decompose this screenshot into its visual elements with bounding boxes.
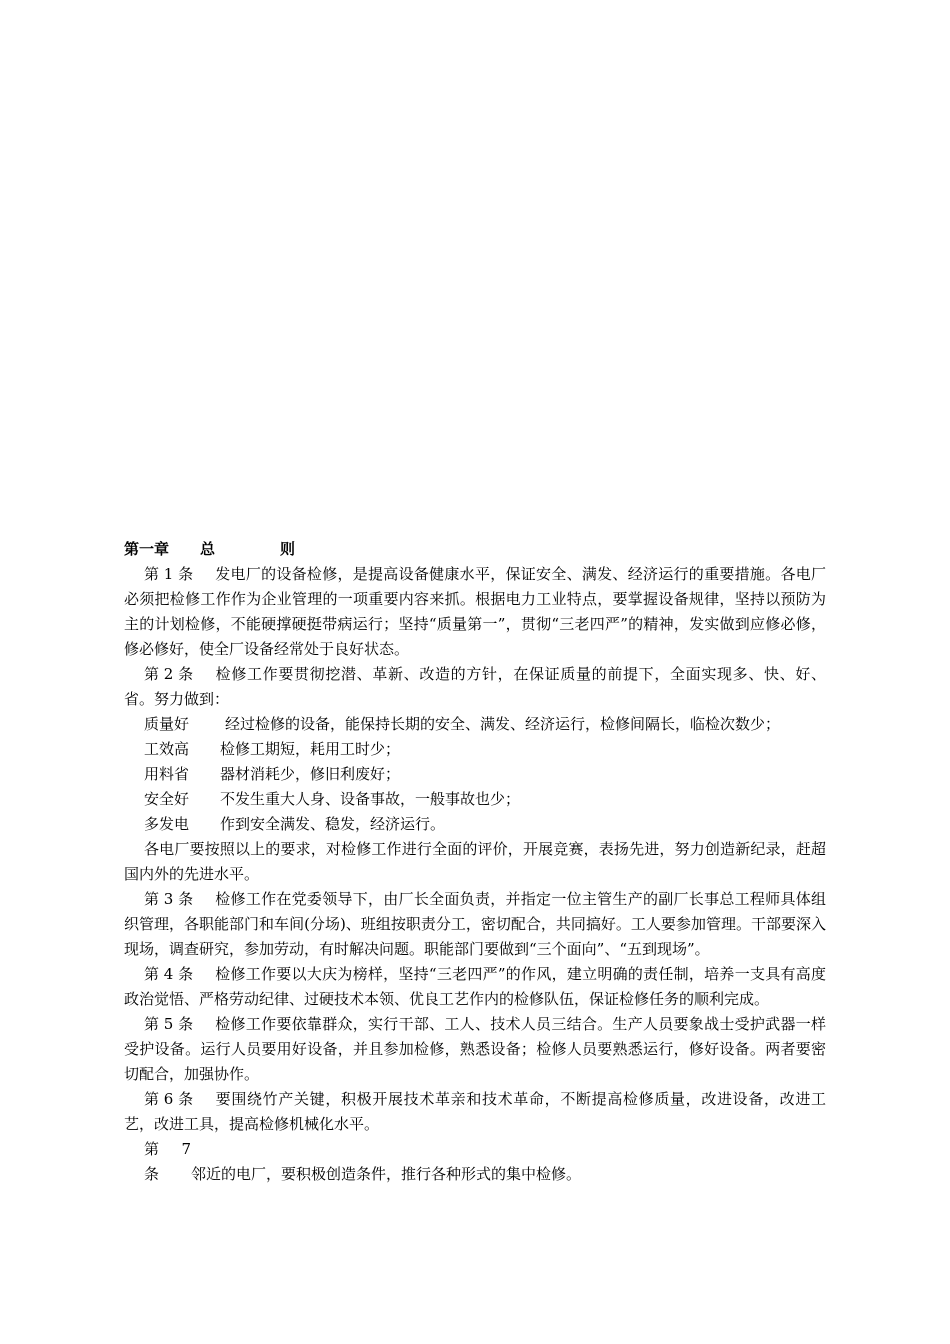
article-label: 第 2 条 (144, 665, 194, 683)
chapter-heading (124, 537, 826, 562)
article-label: 第 4 条 (144, 965, 194, 983)
requirement-term: 质量好 (144, 715, 190, 733)
article-text: 检修工作要以大庆为榜样，坚持“三老四严”的作风，建立明确的责任制，培养一支具有高度政治觉悟、严格劳动纪律、过硬技术本领、优良工艺作内的检修队伍，保证检修任务的顺利完成。 (124, 965, 826, 1008)
requirement-text: 检修工期短，耗用工时少； (220, 740, 401, 758)
chapter-title-char-1: 总 (200, 540, 216, 558)
article-7 (124, 1137, 826, 1187)
document-body (124, 537, 826, 1187)
requirement-term: 工效高 (144, 740, 190, 758)
article-label: 第 3 条 (144, 890, 194, 908)
requirement-term: 多发电 (144, 815, 190, 833)
article-label: 第 5 条 (144, 1015, 194, 1033)
summary-paragraph: 各电厂要按照以上的要求，对检修工作进行全面的评价，开展竞赛，表扬先进，努力创造新纪录，赶超国内外的先进水平。 (124, 840, 826, 883)
requirement-safety (124, 787, 826, 812)
article-label: 第 1 条 (144, 565, 194, 583)
requirement-generation (124, 812, 826, 837)
article-5 (124, 1012, 826, 1087)
article-text: 发电厂的设备检修，是提高设备健康水平，保证安全、满发、经济运行的重要措施。各电厂必须把检修工作作为企业管理的一项重要内容来抓。根据电力工业特点，要掌握设备规律，坚持以预防为主的计划检修，不能硬撑硬挺带病运行；坚持“质量第一”，贯彻“三老四严”的精神，发实做到应修必修，修必修好，使全厂设备经常处于良好状态。 (124, 565, 826, 658)
requirement-term: 用料省 (144, 765, 190, 783)
requirement-text: 器材消耗少，修旧利废好； (220, 765, 401, 783)
article-3 (124, 887, 826, 962)
requirement-efficiency (124, 737, 826, 762)
requirement-quality (124, 712, 826, 737)
chapter-title-char-2: 则 (280, 540, 296, 558)
article-text: 检修工作在党委领导下，由厂长全面负责，并指定一位主管生产的副厂长事总工程师具体组织管理，各职能部门和车间(分场)、班组按职责分工，密切配合，共同搞好。工人要参加管理。干部要深入现场，调查研究，参加劳动，有时解决问题。职能部门要做到“三个面向”、“五到现场”。 (124, 890, 826, 958)
article-text: 要围绕竹产关键，积极开展技术革亲和技术革命，不断提高检修质量，改进设备，改进工艺，改进工具，提高检修机械化水平。 (124, 1090, 826, 1133)
requirement-materials (124, 762, 826, 787)
requirement-text: 作到安全满发、稳发，经济运行。 (220, 815, 446, 833)
article-text: 检修工作要贯彻挖潜、革新、改造的方针，在保证质量的前提下，全面实现多、快、好、省。努力做到： (124, 665, 826, 708)
requirement-text: 经过检修的设备，能保持长期的安全、满发、经济运行，检修间隔长，临检次数少； (225, 715, 781, 733)
chapter-number: 第一章 (124, 540, 170, 558)
article-6 (124, 1087, 826, 1137)
requirement-text: 不发生重大人身、设备事故，一般事故也少； (220, 790, 521, 808)
article-label: 第 6 条 (144, 1090, 194, 1108)
requirement-term: 安全好 (144, 790, 190, 808)
article-label: 第 7 条 (144, 1140, 191, 1183)
article-1 (124, 562, 826, 662)
article-4 (124, 962, 826, 1012)
article-2 (124, 662, 826, 712)
article-text: 检修工作要依靠群众，实行干部、工人、技术人员三结合。生产人员要象战士受护武器一样受护设备。运行人员要用好设备，并且参加检修，熟悉设备；检修人员要熟悉运行，修好设备。两者要密切配合，加强协作。 (124, 1015, 826, 1083)
article-text: 邻近的电厂，要积极创造条件，推行各种形式的集中检修。 (191, 1165, 582, 1183)
